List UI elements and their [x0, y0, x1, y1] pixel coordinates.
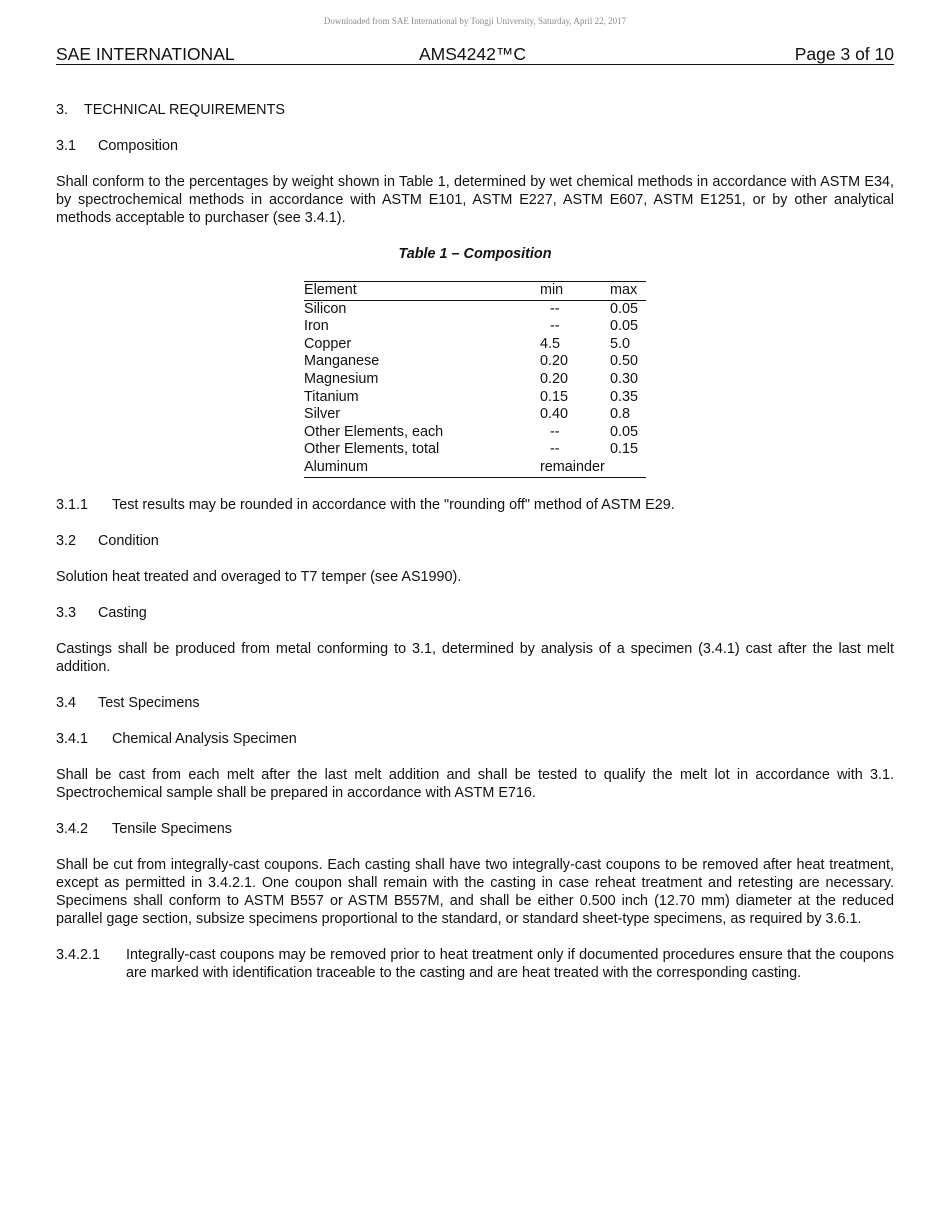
cell-min: 0.20: [540, 353, 569, 370]
cell-element: Titanium: [304, 388, 359, 405]
cell-min: 0.20: [540, 370, 569, 387]
section-3-2-heading: [56, 532, 894, 550]
cell-max: 0.50: [610, 353, 639, 370]
table-row: [304, 300, 646, 318]
section-title: Chemical Analysis Specimen: [112, 730, 297, 747]
cell-element: Magnesium: [304, 370, 379, 387]
section-title: Test Specimens: [98, 694, 200, 711]
table-row: [304, 318, 646, 336]
table-row: [304, 336, 646, 354]
section-title: Condition: [98, 532, 159, 549]
section-number: 3.4.1: [56, 730, 89, 747]
section-title: Composition: [98, 138, 178, 154]
cell-max: 0.15: [610, 441, 639, 458]
cell-min: remainder: [540, 459, 610, 477]
cell-element: Silicon: [304, 300, 347, 317]
table-1-title: Table 1 – Composition: [398, 246, 552, 262]
cell-max: 0.05: [610, 300, 639, 317]
table-row: [304, 389, 646, 407]
composition-table: [304, 281, 646, 478]
table-row: [304, 406, 646, 424]
section-number: 3.1.1: [56, 496, 89, 513]
cell-max: 0.35: [610, 388, 639, 405]
section-3-1-body: Shall conform to the percentages by weight shown in Table 1, determined by wet chemical methods in accordance with ASTM E34, by spectrochemical methods in accordance with ASTM E101, ASTM E227, ASTM E607, ASTM E1251, or by other analytical methods acceptable to purchaser (see 3.4.1).: [56, 174, 894, 226]
cell-element: Aluminum: [304, 459, 540, 477]
table-row: [304, 424, 646, 442]
cell-min: 0.15: [540, 388, 569, 405]
page-header: [56, 44, 894, 65]
cell-element: Other Elements, each: [304, 423, 444, 440]
cell-max: 0.05: [610, 423, 639, 440]
document-body: [56, 101, 894, 1000]
cell-max: [610, 459, 646, 477]
section-3-1-heading: [56, 137, 894, 155]
cell-min: 0.40: [540, 406, 569, 423]
section-number: 3.4.2.1: [56, 946, 101, 963]
section-number: 3.4.2: [56, 820, 89, 837]
section-3-3-heading: [56, 604, 894, 622]
cell-min: --: [550, 318, 560, 335]
table-header-row: [304, 282, 646, 301]
header-page-number: Page 3 of 10: [794, 44, 894, 64]
section-number: 3.3: [56, 604, 77, 621]
cell-min: --: [550, 441, 560, 458]
section-number: 3.1: [56, 138, 77, 154]
column-header-element: Element: [304, 282, 540, 301]
header-document-number: AMS4242™C: [419, 44, 526, 64]
section-3-3-body: Castings shall be produced from metal conforming to 3.1, determined by analysis of a specimen (3.4.1) cast after the last melt addition.: [56, 640, 894, 675]
table-row: [304, 459, 646, 477]
section-3-4-2-1: [56, 946, 894, 982]
cell-min: --: [550, 423, 560, 440]
section-3-4-1-heading: [56, 730, 894, 748]
section-3-4-2-body: Shall be cut from integrally-cast coupons. Each casting shall have two integrally-cast coupons to be removed after heat treatment, except as permitted in 3.4.2.1. One coupon shall remain with the casting in case reheat treatment and retesting are necessary. Specimens shall conform to ASTM B557 or ASTM B557M, and shall be either 0.500 inch (12.70 mm) diameter at the reduced parallel gage section, subsize specimens proportional to the standard, or standard sheet-type specimens, as required by 3.6.1.: [56, 856, 894, 927]
cell-min: --: [550, 300, 560, 317]
cell-max: 5.0: [610, 335, 631, 352]
section-3-4-2-heading: [56, 820, 894, 838]
header-organization: SAE INTERNATIONAL: [56, 44, 235, 64]
section-title: TECHNICAL REQUIREMENTS: [84, 102, 285, 118]
table-row: [304, 441, 646, 459]
cell-element: Iron: [304, 318, 329, 335]
section-3-heading: [56, 101, 894, 119]
cell-element: Silver: [304, 406, 340, 423]
cell-element: Manganese: [304, 353, 380, 370]
section-title: Casting: [98, 604, 147, 621]
cell-max: 0.8: [610, 406, 631, 423]
section-body: Test results may be rounded in accordance with the "rounding off" method of ASTM E29.: [112, 496, 675, 513]
section-3-4-1-body: Shall be cast from each melt after the last melt addition and shall be tested to qualify the melt lot in accordance with 3.1. Spectrochemical sample shall be prepared in accordance with ASTM E716.: [56, 766, 894, 801]
section-number: 3.4: [56, 694, 77, 711]
cell-element: Copper: [304, 335, 352, 352]
download-watermark: Downloaded from SAE International by Tongji University, Saturday, April 22, 2017: [323, 16, 627, 26]
cell-max: 0.05: [610, 318, 639, 335]
cell-element: Other Elements, total: [304, 441, 440, 458]
section-title: Tensile Specimens: [112, 820, 232, 837]
section-3-1-1: [56, 496, 894, 514]
section-number: 3.2: [56, 532, 77, 549]
table-row: [304, 353, 646, 371]
cell-max: 0.30: [610, 370, 639, 387]
column-header-max: max: [610, 282, 646, 301]
section-3-2-body: Solution heat treated and overaged to T7 temper (see AS1990).: [56, 568, 462, 585]
cell-min: 4.5: [540, 335, 561, 352]
table-row: [304, 371, 646, 389]
column-header-min: min: [540, 282, 610, 301]
section-body: Integrally-cast coupons may be removed prior to heat treatment only if documented procedures ensure that the coupons are marked with identification traceable to the casting and are heat treated with the corresponding casting.: [126, 946, 894, 981]
section-3-4-heading: [56, 694, 894, 712]
section-number: 3.: [56, 102, 69, 118]
